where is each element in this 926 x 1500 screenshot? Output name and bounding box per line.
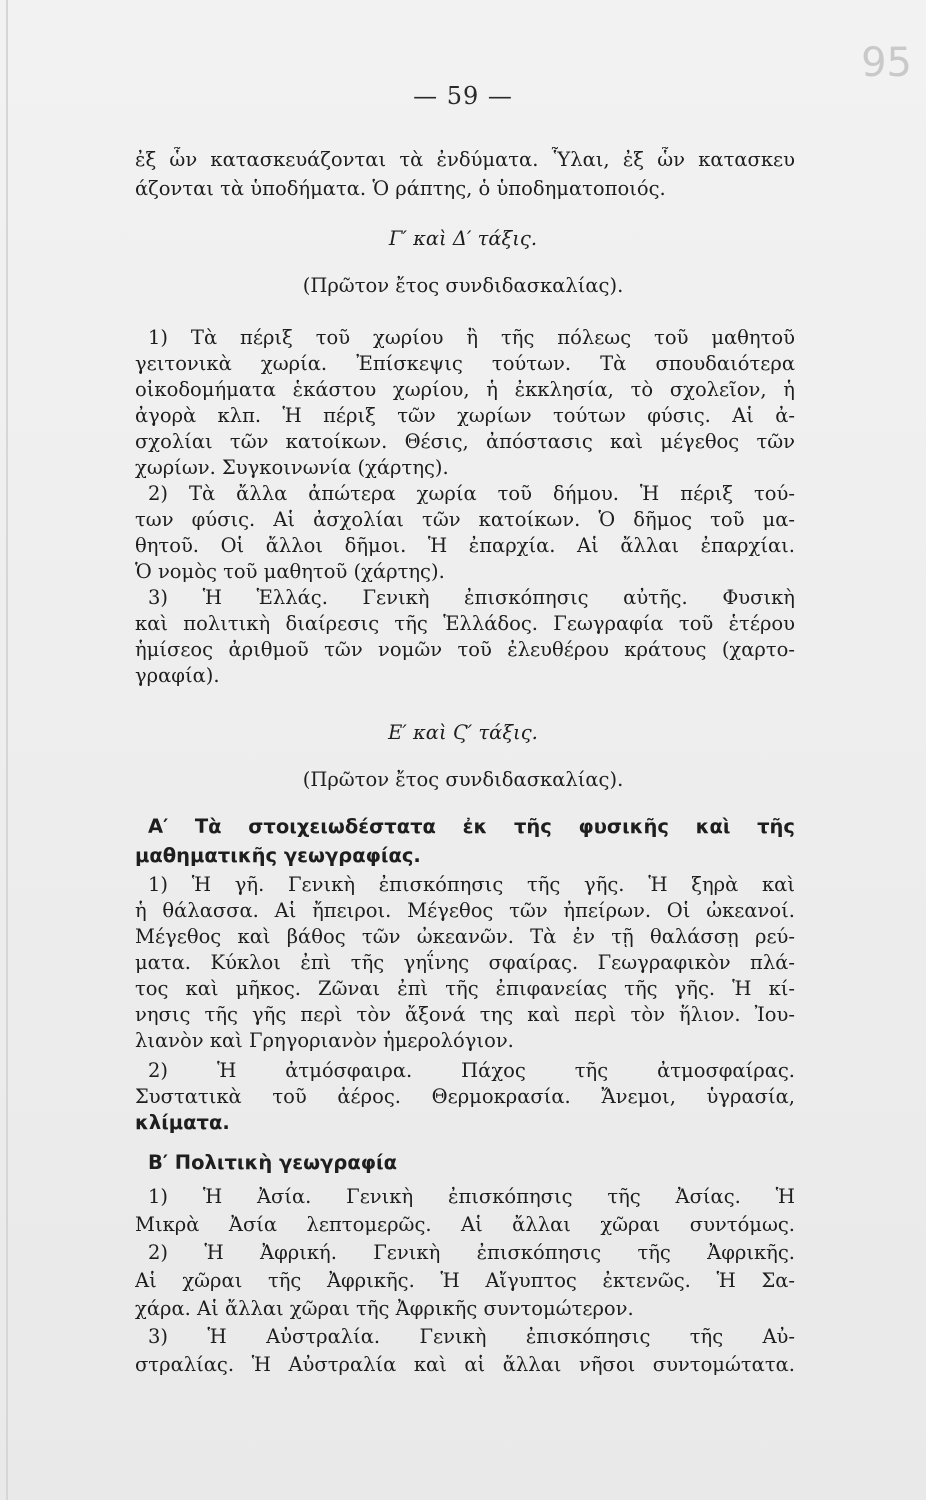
paragraph-line: στραλίας. Ἡ Αὐστραλία καὶ αἱ ἄλλαι νῆσοι συντομώτατα. — [135, 1353, 795, 1376]
paragraph-line: σχολίαι τῶν κατοίκων. Θέσις, ἀπόστασις καὶ μέγεθος τῶν — [135, 430, 795, 453]
paragraph-line: Ὁ νομὸς τοῦ μαθητοῦ (χάρτης). — [135, 560, 445, 583]
paragraph-line: ματα. Κύκλοι ἐπὶ τῆς γηΐνης σφαίρας. Γεωγραφικὸν πλά- — [135, 951, 795, 974]
page-edge — [6, 0, 8, 1500]
class-subheading: (Πρῶτον ἔτος συνδιδασκαλίας). — [302, 274, 624, 297]
section-title: Β′ Πολιτικὴ γεωγραφία — [148, 1151, 397, 1174]
paragraph-line: τος καὶ μῆκος. Ζῶναι ἐπὶ τῆς ἐπιφανείας τῆς γῆς. Ἡ κί- — [135, 977, 795, 1000]
paragraph-line: 1) Τὰ πέριξ τοῦ χωρίου ἢ τῆς πόλεως τοῦ μαθητοῦ — [148, 326, 795, 349]
paragraph-line: 2) Τὰ ἄλλα ἀπώτερα χωρία τοῦ δήμου. Ἡ πέριξ τού- — [148, 482, 795, 505]
paragraph-line: Αἱ χῶραι τῆς Ἀφρικῆς. Ἡ Αἴγυπτος ἐκτενῶς. Ἡ Σα- — [135, 1269, 795, 1292]
paragraph-line: Μικρὰ Ἀσία λεπτομερῶς. Αἱ ἄλλαι χῶραι συντόμως. — [135, 1213, 795, 1236]
paragraph-line: χάρα. Αἱ ἄλλαι χῶραι τῆς Ἀφρικῆς συντομώτερον. — [135, 1297, 634, 1320]
section-title: Α′ Τὰ στοιχειωδέστατα ἐκ τῆς φυσικῆς καὶ τῆς — [148, 815, 795, 838]
intro-line: ἐξ ὧν κατασκευάζονται τὰ ἐνδύματα. Ὗλαι, ἐξ ὧν κατασκευ — [135, 148, 795, 171]
paragraph-line: θητοῦ. Οἱ ἄλλοι δῆμοι. Ἡ ἐπαρχία. Αἱ ἄλλαι ἐπαρχίαι. — [135, 534, 795, 557]
paragraph-line: νησις τῆς γῆς περὶ τὸν ἄξονά της καὶ περὶ τὸν ἥλιον. Ἰου- — [135, 1003, 795, 1026]
paragraph-line: γραφία). — [135, 664, 220, 687]
intro-line: άζονται τὰ ὑποδήματα. Ὁ ράπτης, ὁ ὑποδηματοποιός. — [135, 177, 666, 200]
class-subheading: (Πρῶτον ἔτος συνδιδασκαλίας). — [302, 768, 624, 791]
paragraph-line: ἡ θάλασσα. Αἱ ἤπειροι. Μέγεθος τῶν ἠπείρων. Οἱ ὠκεανοί. — [135, 899, 795, 922]
paragraph-line: 3) Ἡ Ἑλλάς. Γενικὴ ἐπισκόπησις αὐτῆς. Φυσικὴ — [148, 586, 795, 609]
page-number: — 59 — — [413, 82, 513, 110]
paragraph-line: 2) Ἡ Ἀφρική. Γενικὴ ἐπισκόπησις τῆς Ἀφρικῆς. — [148, 1241, 795, 1264]
paragraph-line: χωρίων. Συγκοινωνία (χάρτης). — [135, 456, 449, 479]
paragraph-line: ἡμίσεος ἀριθμοῦ τῶν νομῶν τοῦ ἐλευθέρου κράτους (χαρτο- — [135, 638, 795, 661]
pencil-mark: 95 — [861, 40, 912, 86]
paragraph-line: 2) Ἡ ἀτμόσφαιρα. Πάχος τῆς ἀτμοσφαίρας. — [148, 1059, 795, 1082]
paragraph-line: οἰκοδομήματα ἑκάστου χωρίου, ἡ ἐκκλησία, τὸ σχολεῖον, ἡ — [135, 378, 795, 401]
paragraph-line: Συστατικὰ τοῦ ἀέρος. Θερμοκρασία. Ἄνεμοι, ὑγρασία, — [135, 1085, 795, 1108]
class-heading: Γ′ καὶ Δ′ τάξις. — [388, 227, 538, 250]
section-title: μαθηματικῆς γεωγραφίας. — [135, 844, 421, 867]
paragraph-line: 1) Ἡ γῆ. Γενικὴ ἐπισκόπησις τῆς γῆς. Ἡ ξηρὰ καὶ — [148, 873, 795, 896]
paragraph-line: Μέγεθος καὶ βάθος τῶν ὠκεανῶν. Τὰ ἐν τῇ θαλάσσῃ ρεύ- — [135, 925, 795, 948]
paragraph-line: καὶ πολιτικὴ διαίρεσις τῆς Ἑλλάδος. Γεωγραφία τοῦ ἑτέρου — [135, 612, 795, 635]
paragraph-line: 1) Ἡ Ἀσία. Γενικὴ ἐπισκόπησις τῆς Ἀσίας. Ἡ — [148, 1185, 795, 1208]
paragraph-line: κλίματα. — [135, 1111, 230, 1134]
paragraph-line: 3) Ἡ Αὐστραλία. Γενικὴ ἐπισκόπησις τῆς Αὐ- — [148, 1325, 795, 1348]
paragraph-line: λιανὸν καὶ Γρηγοριανὸν ἡμερολόγιον. — [135, 1029, 514, 1052]
paragraph-line: ἀγορὰ κλπ. Ἡ πέριξ τῶν χωρίων τούτων φύσις. Αἱ ἀ- — [135, 404, 795, 427]
paragraph-line: των φύσις. Αἱ ἀσχολίαι τῶν κατοίκων. Ὁ δῆμος τοῦ μα- — [135, 508, 795, 531]
paragraph-line: γειτονικὰ χωρία. Ἐπίσκεψις τούτων. Τὰ σπουδαιότερα — [135, 352, 795, 375]
class-heading: Ε′ καὶ Ϛ′ τάξις. — [388, 721, 538, 744]
